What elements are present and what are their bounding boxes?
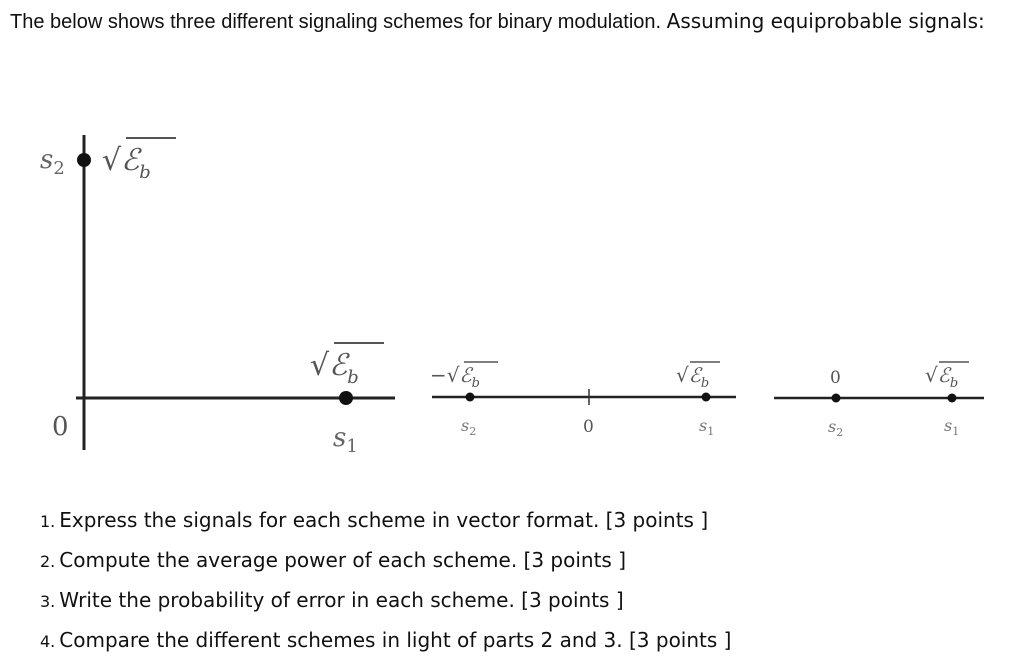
scheme1-origin-label: 0: [52, 412, 69, 442]
question-text: Compare the different schemes in light of parts 2 and 3. [3 points ]: [59, 628, 732, 652]
intro-part-a: The below shows three different signaling schemes for binary modulation.: [10, 11, 662, 33]
scheme1-s2-value: √ℰ$_b$: [102, 143, 151, 183]
question-list: [40, 500, 940, 660]
scheme3-s2-label: $s_2$: [828, 417, 844, 439]
scheme3-s1-label: $s_1$: [944, 416, 960, 438]
scheme3-s2-value: 0: [830, 368, 841, 388]
scheme2-s2-label: $s_2$: [461, 416, 477, 438]
scheme2-s2-point: [466, 393, 475, 402]
scheme3-s1-value: √ℰ$_b$: [925, 363, 959, 391]
scheme3-on-off: [774, 362, 984, 439]
question-text: Compute the average power of each scheme. [3 points ]: [59, 548, 627, 572]
question-text: Express the signals for each scheme in vector format. [3 points ]: [59, 508, 709, 532]
scheme1-s1-value: √ℰ$_b$: [310, 348, 359, 388]
question-item: [40, 620, 940, 660]
intro-part-b: Assuming equiprobable signals:: [666, 9, 985, 33]
scheme1-s1-point: [339, 391, 353, 405]
scheme3-s1-point: [948, 394, 957, 403]
question-number: 3.: [40, 592, 56, 611]
scheme1-s1-label: $s_1$: [333, 423, 358, 457]
scheme1-orthogonal: [40, 135, 395, 457]
scheme2-origin-label: 0: [583, 417, 594, 437]
scheme2-s2-value: −√ℰ$_b$: [430, 363, 480, 391]
question-item: [40, 580, 940, 620]
scheme1-s2-label: $s_2$: [40, 145, 65, 179]
scheme3-s2-point: [832, 394, 841, 403]
question-number: 2.: [40, 552, 56, 571]
question-text: Write the probability of error in each scheme. [3 points ]: [59, 588, 624, 612]
scheme2-antipodal: [430, 362, 736, 438]
scheme2-s1-point: [702, 393, 711, 402]
question-number: 4.: [40, 632, 56, 651]
question-item: [40, 540, 940, 580]
scheme2-s1-value: √ℰ$_b$: [676, 363, 710, 391]
scheme2-s1-label: $s_1$: [699, 416, 715, 438]
scheme1-s2-point: [77, 153, 91, 167]
question-number: 1.: [40, 512, 56, 531]
question-item: [40, 500, 940, 540]
